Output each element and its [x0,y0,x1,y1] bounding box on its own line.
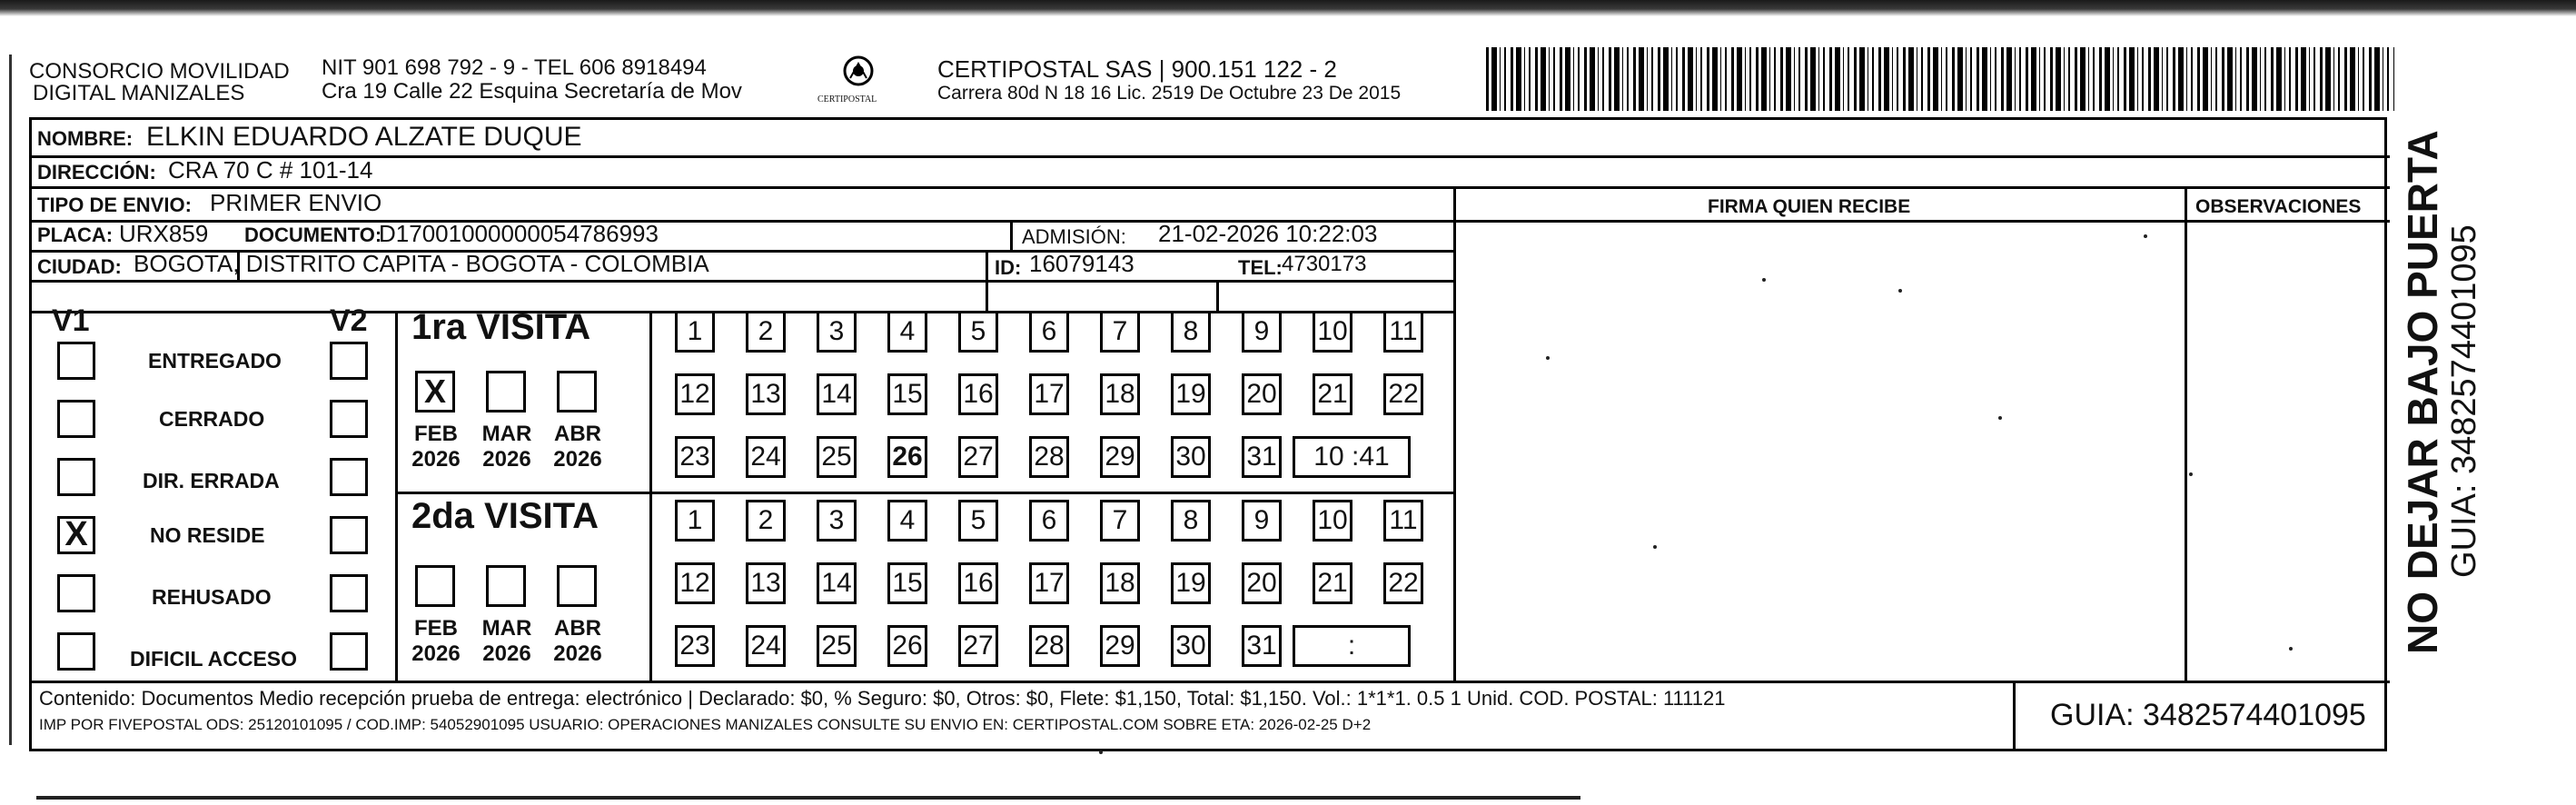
visit2-day-14[interactable]: 14 [817,562,857,604]
direccion-label: DIRECCIÓN: [37,161,156,184]
v2-header: V2 [330,303,368,338]
visit1-day-11[interactable]: 11 [1383,311,1423,353]
visit2-month-box-abr[interactable] [557,565,597,607]
visit2-day-26[interactable]: 26 [887,625,927,667]
v1-checkbox-rehusado[interactable] [57,574,95,612]
visit2-day-24[interactable]: 24 [746,625,786,667]
visit2-day-12[interactable]: 12 [675,562,715,604]
visit2-day-25[interactable]: 25 [817,625,857,667]
visit2-day-2[interactable]: 2 [746,500,786,542]
barcode [1486,47,2394,111]
visit2-day-17[interactable]: 17 [1029,562,1069,604]
visit1-month-feb: FEB 2026 [411,422,461,472]
v2-checkbox-dificil-acceso[interactable] [330,632,368,671]
v1-checkbox-cerrado[interactable] [57,400,95,438]
visit2-day-5[interactable]: 5 [958,500,998,542]
visit2-day-30[interactable]: 30 [1171,625,1211,667]
observaciones-header: OBSERVACIONES [2195,196,2362,217]
visit2-day-6[interactable]: 6 [1029,500,1069,542]
ciudad-label: CIUDAD: [37,255,122,278]
status-rehusado: REHUSADO [152,585,272,609]
v2-checkbox-no-reside[interactable] [330,516,368,554]
visit2-day-3[interactable]: 3 [817,500,857,542]
scan-edge-left [9,55,12,745]
visit1-month-box-feb[interactable]: X [415,371,455,412]
v2-checkbox-cerrado[interactable] [330,400,368,438]
visit2-day-20[interactable]: 20 [1242,562,1282,604]
firma-header: FIRMA QUIEN RECIBE [1708,196,1911,217]
visit1-day-1[interactable]: 1 [675,311,715,353]
visit2-time[interactable]: : [1293,625,1411,667]
sender-name-line1: CONSORCIO MOVILIDAD [29,59,290,84]
status-entregado: ENTREGADO [148,349,282,373]
v2-checkbox-rehusado[interactable] [330,574,368,612]
placa-label: PLACA: [37,224,114,246]
admision-label: ADMISIÓN: [1022,225,1126,248]
tipo-envio: PRIMER ENVIO [210,189,382,216]
visit1-day-4[interactable]: 4 [887,311,927,353]
visit1-day-28[interactable]: 28 [1029,436,1069,478]
visit1-day-13[interactable]: 13 [746,373,786,415]
visit1-day-5[interactable]: 5 [958,311,998,353]
visit1-day-25[interactable]: 25 [817,436,857,478]
visit2-day-10[interactable]: 10 [1313,500,1352,542]
visit1-day-8[interactable]: 8 [1171,311,1211,353]
visit1-day-6[interactable]: 6 [1029,311,1069,353]
visit1-day-18[interactable]: 18 [1100,373,1140,415]
visit1-day-16[interactable]: 16 [958,373,998,415]
visit2-day-19[interactable]: 19 [1171,562,1211,604]
visit2-month-box-mar[interactable] [486,565,526,607]
visit2-month-mar: MAR 2026 [481,616,532,666]
sender-address: Cra 19 Calle 22 Esquina Secretaría de Mov [322,79,742,104]
visit1-day-31[interactable]: 31 [1242,436,1282,478]
visit2-day-28[interactable]: 28 [1029,625,1069,667]
visit2-month-feb: FEB 2026 [411,616,461,666]
logo-text: CERTIPOSTAL [817,94,877,104]
scan-edge-top [0,0,2576,16]
visit2-title: 2da VISITA [411,496,599,536]
side-instruction: NO DEJAR BAJO PUERTA [2399,130,2446,654]
visit1-day-23[interactable]: 23 [675,436,715,478]
visit2-day-8[interactable]: 8 [1171,500,1211,542]
visit2-day-18[interactable]: 18 [1100,562,1140,604]
visit2-day-7[interactable]: 7 [1100,500,1140,542]
visit2-day-16[interactable]: 16 [958,562,998,604]
status-dir-errada: DIR. ERRADA [143,469,280,492]
visit1-day-2[interactable]: 2 [746,311,786,353]
v1-checkbox-dir-errada[interactable] [57,458,95,496]
visit2-day-1[interactable]: 1 [675,500,715,542]
visit1-month-mar: MAR 2026 [481,422,532,472]
status-cerrado: CERRADO [159,407,265,431]
visit1-day-14[interactable]: 14 [817,373,857,415]
visit1-day-3[interactable]: 3 [817,311,857,353]
visit2-day-21[interactable]: 21 [1313,562,1352,604]
carrier-address: Carrera 80d N 18 16 Lic. 2519 De Octubre 23 De 2015 [937,83,1402,104]
visit2-month-abr: ABR 2026 [553,616,602,666]
recipient-address: CRA 70 C # 101-14 [168,156,373,184]
id-label: ID: [995,256,1022,279]
visit1-day-30[interactable]: 30 [1171,436,1211,478]
v1-header: V1 [52,303,90,338]
documento-label: DOCUMENTO: [244,224,382,246]
carrier-name: CERTIPOSTAL SAS | 900.151 122 - 2 [937,55,1337,83]
status-dificil-acceso: DIFICIL ACCESO [130,647,298,671]
tel-label: TEL: [1238,256,1283,279]
documento-value: D17001000000054786993 [379,220,659,247]
visit1-title: 1ra VISITA [411,307,591,347]
visit2-month-box-feb[interactable] [415,565,455,607]
visit1-day-20[interactable]: 20 [1242,373,1282,415]
visit1-day-10[interactable]: 10 [1313,311,1352,353]
footer-content-line: Contenido: Documentos Medio recepción prueba de entrega: electrónico | Declarado: $0, % Seguro: $0, Otros: $0, Flete: $1,150, Total: $1,150. Vol.: 1*1*1. 0.5 1 Unid. COD. POSTAL: 111121 [39,687,1726,710]
footer-guia: GUIA: 3482574401095 [2050,698,2366,732]
v2-checkbox-dir-errada[interactable] [330,458,368,496]
visit2-day-29[interactable]: 29 [1100,625,1140,667]
side-guia: GUIA: 3482574401095 [2445,224,2483,578]
visit2-day-15[interactable]: 15 [887,562,927,604]
visit2-day-9[interactable]: 9 [1242,500,1282,542]
visit1-month-box-mar[interactable] [486,371,526,412]
tipo-envio-label: TIPO DE ENVIO: [37,194,192,216]
visit1-day-12[interactable]: 12 [675,373,715,415]
visit1-day-21[interactable]: 21 [1313,373,1352,415]
v1-checkbox-entregado[interactable] [57,342,95,380]
nombre-label: NOMBRE: [37,127,134,150]
ciudad-value: BOGOTA, DISTRITO CAPITA - BOGOTA - COLOMBIA [134,250,709,277]
visit2-day-11[interactable]: 11 [1383,500,1423,542]
visit1-day-24[interactable]: 24 [746,436,786,478]
sender-name-line2: DIGITAL MANIZALES [33,81,245,105]
visit1-day-22[interactable]: 22 [1383,373,1423,415]
v2-checkbox-entregado[interactable] [330,342,368,380]
visit1-month-box-abr[interactable] [557,371,597,412]
signature-area[interactable] [1456,223,2185,681]
visit1-day-15[interactable]: 15 [887,373,927,415]
status-no-reside: NO RESIDE [150,523,265,547]
observations-area[interactable] [2187,223,2387,681]
scan-edge-bottom [36,796,1580,800]
v1-checkbox-no-reside[interactable]: X [57,516,95,554]
tel-value: 4730173 [1282,252,1367,276]
visit2-day-27[interactable]: 27 [958,625,998,667]
footer-print-line: IMP POR FIVEPOSTAL ODS: 25120101095 / COD.IMP: 54052901095 USUARIO: OPERACIONES MANIZALES CONSULTE SU ENVIO EN: CERTIPOSTAL.COM SOBRE ETA: 2026-02-25 D+2 [39,716,1372,733]
visit2-day-22[interactable]: 22 [1383,562,1423,604]
visit2-day-23[interactable]: 23 [675,625,715,667]
visit1-month-abr: ABR 2026 [553,422,602,472]
visit1-day-7[interactable]: 7 [1100,311,1140,353]
visit1-day-17[interactable]: 17 [1029,373,1069,415]
admision-value: 21-02-2026 10:22:03 [1158,220,1378,247]
visit1-day-29[interactable]: 29 [1100,436,1140,478]
visit1-day-26[interactable]: 26 [887,436,927,478]
visit1-day-9[interactable]: 9 [1242,311,1282,353]
sender-nit: NIT 901 698 792 - 9 - TEL 606 8918494 [322,55,707,80]
recipient-name: ELKIN EDUARDO ALZATE DUQUE [146,122,582,152]
visit1-day-19[interactable]: 19 [1171,373,1211,415]
visit2-day-13[interactable]: 13 [746,562,786,604]
visit1-time[interactable]: 10 :41 [1293,436,1411,478]
id-value: 16079143 [1029,250,1134,277]
placa-value: URX859 [119,220,209,247]
visit2-day-4[interactable]: 4 [887,500,927,542]
delivery-form [29,117,2387,751]
v1-checkbox-dificil-acceso[interactable] [57,632,95,671]
visit1-day-27[interactable]: 27 [958,436,998,478]
visit2-day-31[interactable]: 31 [1242,625,1282,667]
